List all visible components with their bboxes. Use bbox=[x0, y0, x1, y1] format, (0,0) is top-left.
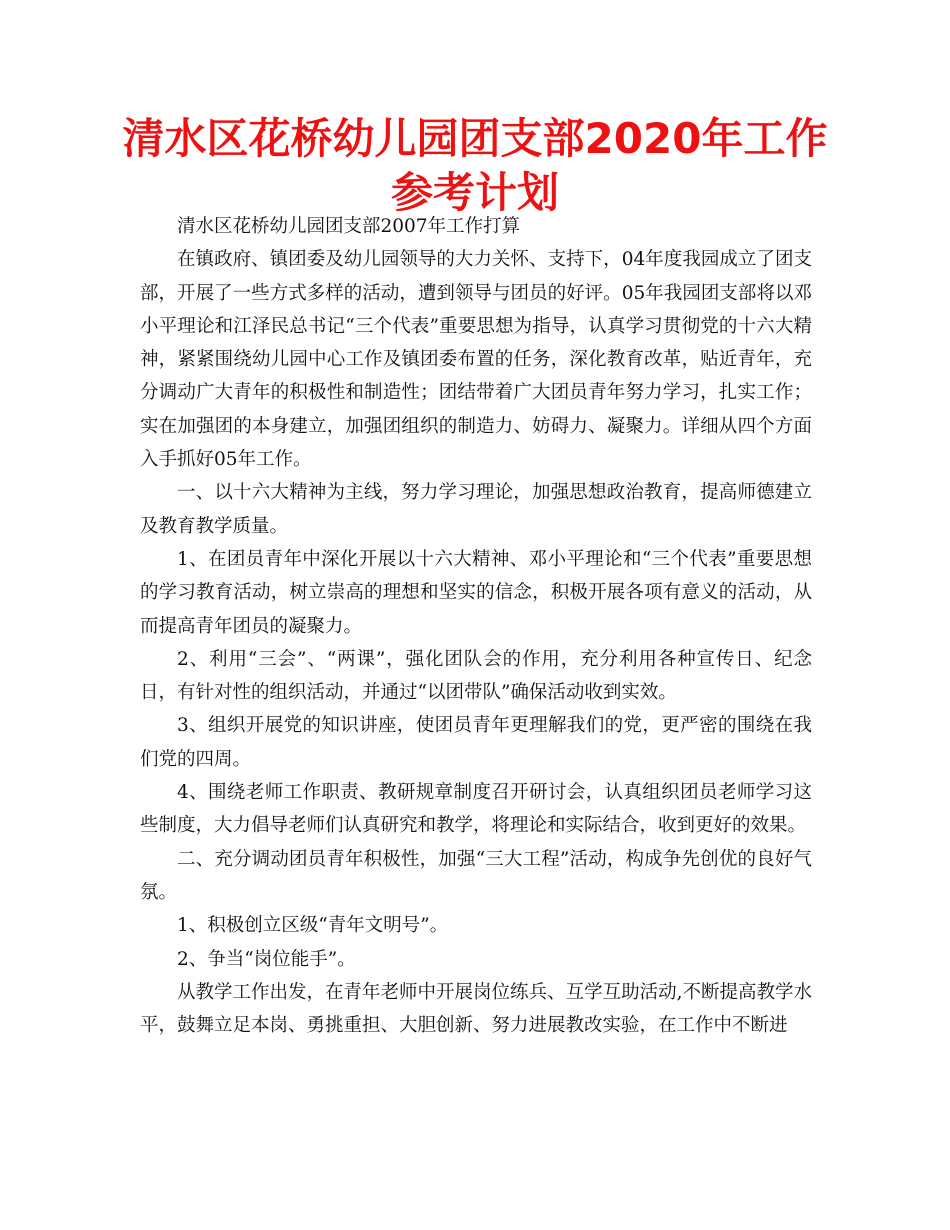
list-item-1-2: 2、利用“三会”、“两课”，强化团队会的作用，充分利用各种宣传日、纪念日，有针对性的组织活动，并通过“以团带队”确保活动收到实效。 bbox=[140, 648, 812, 704]
list-item-2-2: 2、争当“岗位能手”。 bbox=[177, 948, 356, 970]
body-paragraph-last: 从教学工作出发，在青年老师中开展岗位练兵、互学互助活动,不断提高教学水平，鼓舞立足本岗、勇挑重担、大胆创新、努力进展教改实验，在工作中不断进 bbox=[140, 981, 812, 1037]
list-item-1-3: 3、组织开展党的知识讲座，使团员青年更理解我们的党，更严密的围绕在我们党的四周。 bbox=[140, 715, 812, 770]
section-heading-two: 二、充分调动团员青年积极性，加强“三大工程”活动，构成争先创优的良好气氛。 bbox=[140, 848, 812, 903]
list-item-2-1: 1、积极创立区级“青年文明号”。 bbox=[177, 915, 449, 937]
list-item-1-4: 4、围绕老师工作职责、教研规章制度召开研讨会，认真组织团员老师学习这些制度，大力倡导老师们认真研究和教学，将理论和实际结合，收到更好的效果。 bbox=[140, 782, 812, 837]
list-item-1-1: 1、在团员青年中深化开展以十六大精神、邓小平理论和“三个代表”重要思想的学习教育活动，树立崇高的理想和坚实的信念，积极开展各项有意义的活动，从而提高青年团员的凝聚力。 bbox=[140, 548, 812, 637]
document-body bbox=[140, 210, 812, 1042]
section-heading-one: 一、以十六大精神为主线，努力学习理论，加强思想政治教育，提高师德建立及教育教学质量。 bbox=[140, 482, 812, 537]
subtitle-paragraph: 清水区花桥幼儿园团支部2007年工作打算 bbox=[177, 216, 521, 237]
document-title: 清水区花桥幼儿园团支部2020年工作参考计划 bbox=[122, 114, 828, 217]
intro-paragraph: 在镇政府、镇团委及幼儿园领导的大力关怀、支持下，04年度我园成立了团支部，开展了一些方式多样的活动，遭到领导与团员的好评。05年我园团支部将以邓小平理论和江泽民总书记“三个代表”重要思想为指导，认真学习贯彻党的十六大精神，紧紧围绕幼儿园中心工作及镇团委布置的任务，深化教育改革，贴近青年，充分调动广大青年的积极性和制造性；团结带着广大团员青年努力学习，扎实工作；实在加强团的本身建立，加强团组织的制造力、妨碍力、凝聚力。详细从四个方面入手抓好05年工作。 bbox=[140, 249, 812, 471]
